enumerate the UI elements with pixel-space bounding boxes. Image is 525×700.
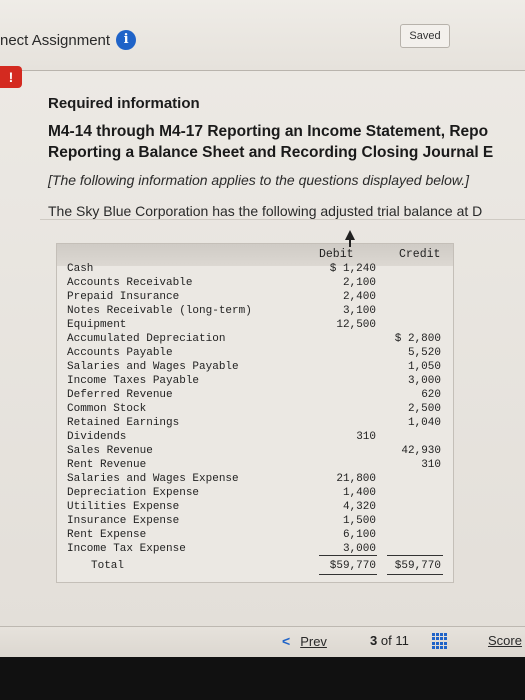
problem-title xyxy=(48,121,525,163)
account-name: Accounts Receivable xyxy=(67,277,193,289)
total-debit: $59,770 xyxy=(329,560,376,572)
debit-double-rule xyxy=(319,574,377,575)
total-row xyxy=(57,559,453,573)
table-row xyxy=(57,276,453,290)
header-bar xyxy=(0,0,525,71)
account-name: Common Stock xyxy=(67,403,147,415)
credit-value: 310 xyxy=(421,459,441,471)
debit-value: 3,000 xyxy=(342,543,376,555)
grid-icon[interactable] xyxy=(432,633,448,649)
table-row xyxy=(57,332,453,346)
mouse-cursor-stem xyxy=(349,239,351,247)
table-row xyxy=(57,458,453,472)
debit-value: 4,320 xyxy=(342,501,376,513)
account-name: Sales Revenue xyxy=(67,445,153,457)
current-page: 3 xyxy=(370,633,378,648)
debit-value: 2,400 xyxy=(342,291,376,303)
table-row xyxy=(57,416,453,430)
table-row xyxy=(57,500,453,514)
table-row xyxy=(57,318,453,332)
account-name: Depreciation Expense xyxy=(67,487,200,499)
account-name: Prepaid Insurance xyxy=(67,291,180,303)
credit-double-rule xyxy=(387,574,443,575)
debit-value: 1,500 xyxy=(342,515,376,527)
table-row xyxy=(57,262,453,276)
account-name: Cash xyxy=(67,263,94,275)
table-row xyxy=(57,542,453,556)
account-name: Accounts Payable xyxy=(67,347,173,359)
bottom-navigation xyxy=(0,626,525,657)
assignment-title xyxy=(0,30,136,50)
table-row xyxy=(57,528,453,542)
table-row xyxy=(57,514,453,528)
account-name: Rent Revenue xyxy=(67,459,147,471)
account-name: Income Taxes Payable xyxy=(67,375,200,387)
account-name: Salaries and Wages Payable xyxy=(67,361,239,373)
page-indicator xyxy=(370,633,409,648)
credit-value: 42,930 xyxy=(401,445,441,457)
account-name: Dividends xyxy=(67,431,127,443)
divider xyxy=(40,219,525,220)
table-row xyxy=(57,388,453,402)
account-name: Retained Earnings xyxy=(67,417,180,429)
saved-badge: Saved xyxy=(400,24,450,48)
page-total: of 11 xyxy=(380,633,409,648)
prev-button[interactable] xyxy=(282,633,327,649)
credit-value: 1,040 xyxy=(407,417,441,429)
debit-value: 21,800 xyxy=(336,473,376,485)
debit-total-rule xyxy=(319,555,377,556)
table-row xyxy=(57,374,453,388)
screen-bezel xyxy=(0,657,525,700)
table-row xyxy=(57,444,453,458)
assignment-title-text: nect Assignment xyxy=(0,31,111,49)
debit-value: 3,100 xyxy=(342,305,376,317)
chevron-left-icon: < xyxy=(282,633,291,649)
credit-value: 2,500 xyxy=(407,403,441,415)
debit-value: $ 1,240 xyxy=(329,263,376,275)
info-icon[interactable]: i xyxy=(116,30,136,50)
debit-header: Debit xyxy=(319,248,354,261)
account-name: Accumulated Depreciation xyxy=(67,333,226,345)
credit-value: 620 xyxy=(421,389,441,401)
question-content xyxy=(0,71,525,626)
credit-value: 5,520 xyxy=(407,347,441,359)
total-label: Total xyxy=(91,560,125,572)
account-name: Deferred Revenue xyxy=(67,389,173,401)
prev-label: Prev xyxy=(300,633,327,649)
problem-title-line-2: Reporting a Balance Sheet and Recording Closing Journal E xyxy=(48,144,494,161)
account-name: Equipment xyxy=(67,319,127,331)
required-info-title: Required information xyxy=(48,95,200,112)
credit-value: $ 2,800 xyxy=(394,333,441,345)
debit-value: 2,100 xyxy=(342,277,376,289)
score-link[interactable]: Score xyxy=(488,633,522,648)
debit-value: 6,100 xyxy=(342,529,376,541)
credit-value: 3,000 xyxy=(407,375,441,387)
table-row xyxy=(57,402,453,416)
instruction-note: [The following information applies to the questions displayed below.] xyxy=(48,172,470,188)
table-row xyxy=(57,472,453,486)
account-name: Rent Expense xyxy=(67,529,147,541)
problem-title-line-1: M4-14 through M4-17 Reporting an Income Statement, Repo xyxy=(48,123,489,140)
intro-text: The Sky Blue Corporation has the following adjusted trial balance at D xyxy=(48,203,483,219)
table-row xyxy=(57,290,453,304)
table-row xyxy=(57,346,453,360)
trial-balance-table xyxy=(56,243,454,583)
debit-value: 1,400 xyxy=(342,487,376,499)
credit-header: Credit xyxy=(399,248,441,261)
account-name: Utilities Expense xyxy=(67,501,180,513)
debit-value: 310 xyxy=(356,431,376,443)
credit-total-rule xyxy=(387,555,443,556)
table-row xyxy=(57,486,453,500)
table-row xyxy=(57,304,453,318)
table-row xyxy=(57,360,453,374)
total-credit: $59,770 xyxy=(394,560,441,572)
account-name: Income Tax Expense xyxy=(67,543,186,555)
alert-icon[interactable]: ! xyxy=(0,66,22,88)
account-name: Salaries and Wages Expense xyxy=(67,473,239,485)
debit-value: 12,500 xyxy=(336,319,376,331)
account-name: Notes Receivable (long-term) xyxy=(67,305,252,317)
account-name: Insurance Expense xyxy=(67,515,180,527)
credit-value: 1,050 xyxy=(407,361,441,373)
table-row xyxy=(57,430,453,444)
